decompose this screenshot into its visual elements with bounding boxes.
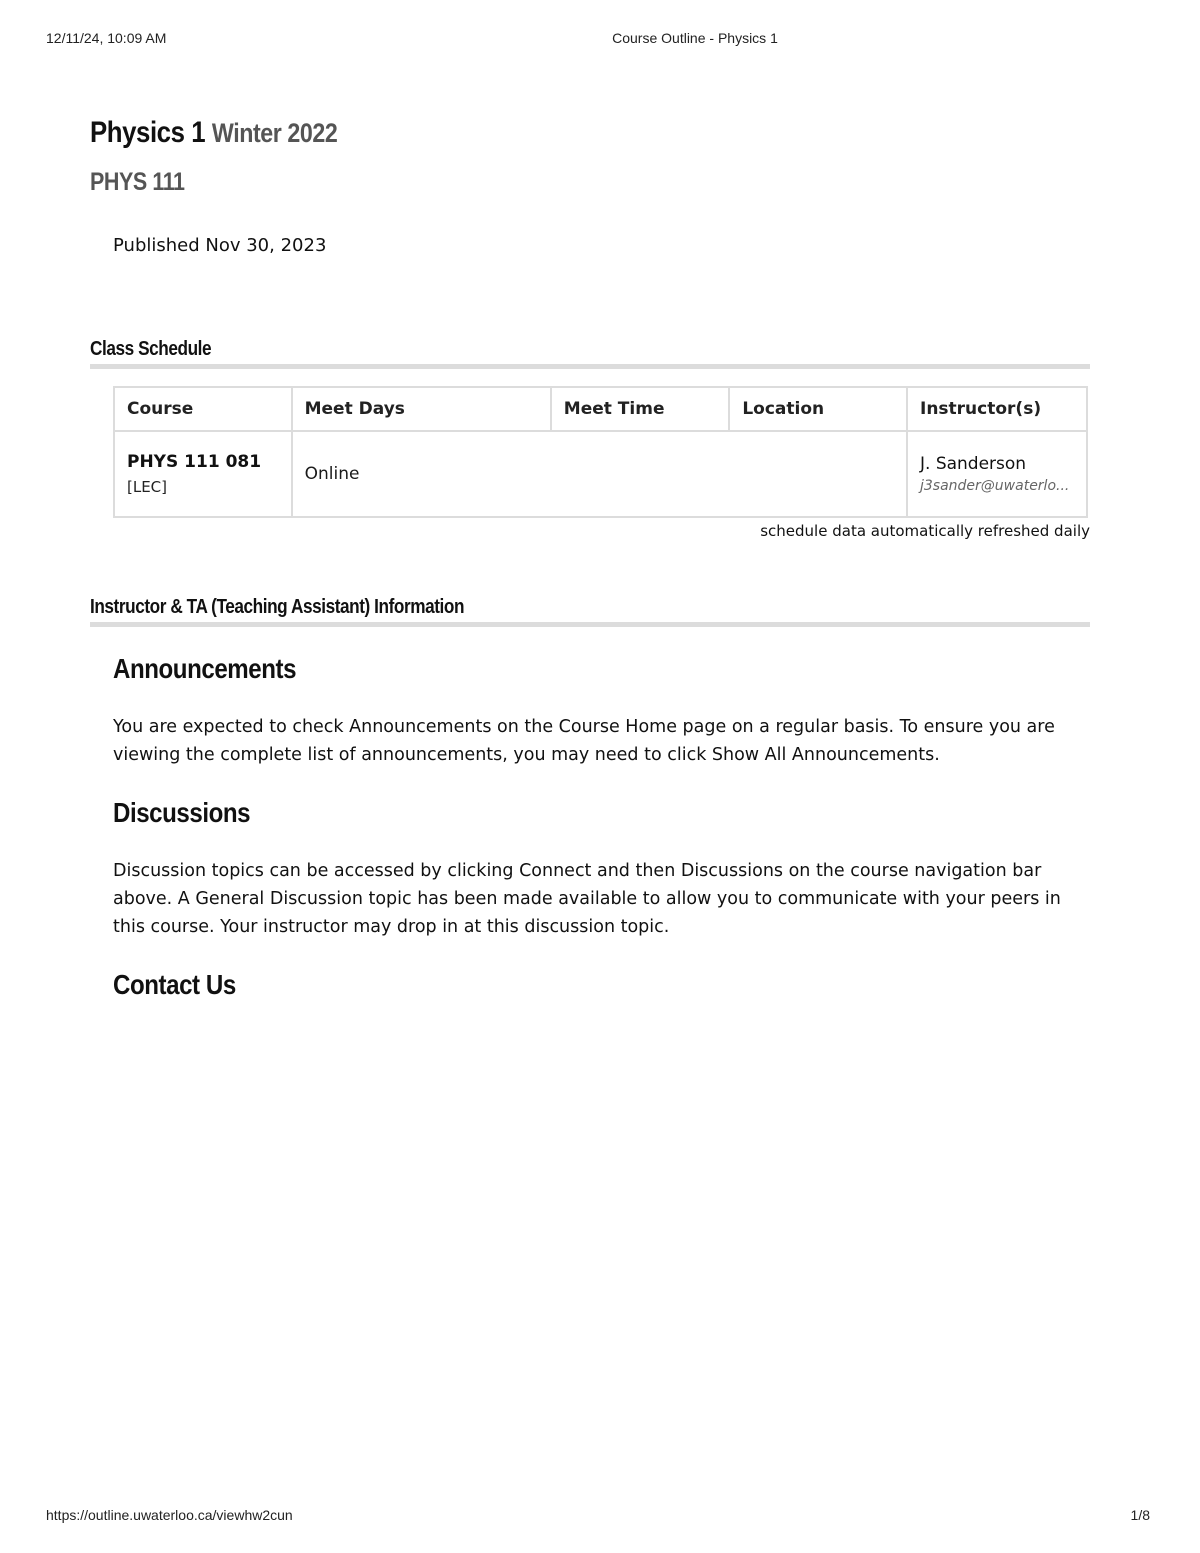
course-code: PHYS 111 <box>90 168 185 196</box>
instructor-email: j3sander@uwaterlo... <box>920 478 1070 494</box>
table-header-row <box>114 387 1087 431</box>
instructor-ta-heading-text: Instructor & TA (Teaching Assistant) Information <box>90 596 465 618</box>
contact-section <box>113 969 1090 1001</box>
course-title: Physics 1 <box>90 116 206 149</box>
column-header-meet-time: Meet Time <box>551 387 730 431</box>
discussions-section <box>113 797 1090 941</box>
column-header-instructors: Instructor(s) <box>907 387 1087 431</box>
course-component: [LEC] <box>127 478 168 496</box>
course-cell <box>114 431 292 517</box>
course-section: PHYS 111 081 <box>127 452 262 472</box>
announcements-text: You are expected to check Announcements on the Course Home page on a regular basis. To ensure you are viewing the complete list of announcements, you may need to click Show All Announcements. <box>113 717 1055 765</box>
column-header-course: Course <box>114 387 292 431</box>
published-date: Published Nov 30, 2023 <box>113 235 327 256</box>
discussions-heading: Discussions <box>113 797 251 828</box>
class-schedule-heading-text: Class Schedule <box>90 338 212 360</box>
page-title <box>90 112 950 154</box>
announcements-section <box>113 653 1090 769</box>
print-page-number: 1/8 <box>1130 1507 1150 1523</box>
class-schedule-table <box>113 386 1088 518</box>
instructor-cell <box>907 431 1087 517</box>
instructor-ta-heading <box>90 596 1090 627</box>
announcements-heading: Announcements <box>113 653 297 684</box>
table-row <box>114 431 1087 517</box>
discussions-text: Discussion topics can be accessed by clicking Connect and then Discussions on the course navigation bar above. A General Discussion topic has been made available to allow you to communicate with your peers in this course. Your instructor may drop in at this discussion topic. <box>113 861 1061 937</box>
print-datetime: 12/11/24, 10:09 AM <box>46 30 167 46</box>
column-header-meet-days: Meet Days <box>292 387 551 431</box>
meet-cell: Online <box>292 431 907 517</box>
print-page-title: Course Outline - Physics 1 <box>612 30 778 46</box>
schedule-refresh-note: schedule data automatically refreshed daily <box>760 522 1090 540</box>
class-schedule-heading <box>90 338 1090 369</box>
instructor-name: J. Sanderson <box>920 454 1027 474</box>
course-outline <box>90 112 1090 1001</box>
column-header-location: Location <box>729 387 907 431</box>
print-url: https://outline.uwaterloo.ca/viewhw2cun <box>46 1507 293 1523</box>
contact-heading: Contact Us <box>113 969 236 1000</box>
course-term: Winter 2022 <box>211 118 338 148</box>
